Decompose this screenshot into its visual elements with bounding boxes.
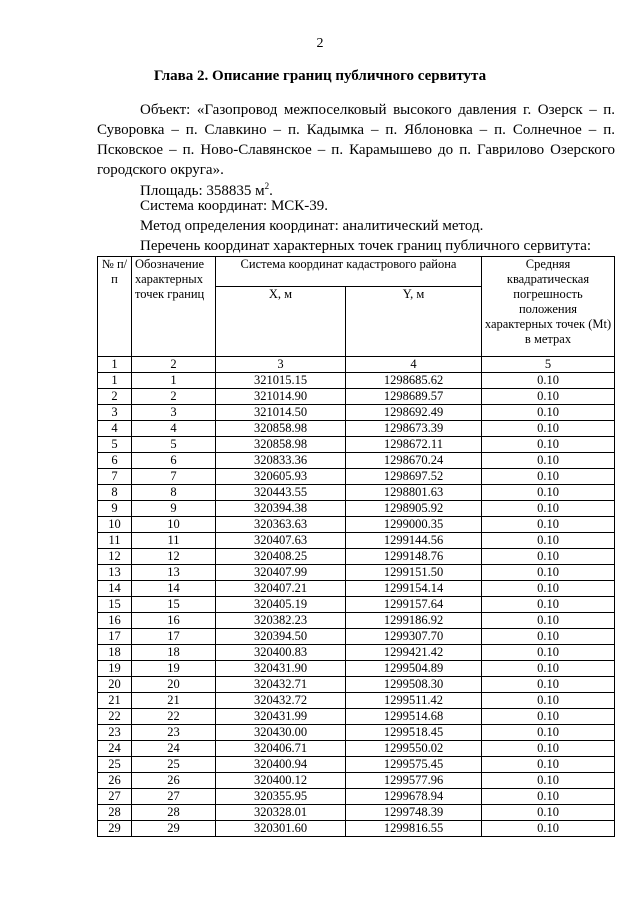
mean-error-cell: 0.10 <box>482 677 615 693</box>
mean-error-cell: 0.10 <box>482 437 615 453</box>
x-coordinate-cell: 320432.72 <box>216 693 346 709</box>
x-coordinate-cell: 321015.15 <box>216 373 346 389</box>
point-number-cell: 8 <box>98 485 132 501</box>
table-row <box>98 613 615 629</box>
x-coordinate-cell: 320833.36 <box>216 453 346 469</box>
mean-error-cell: 0.10 <box>482 661 615 677</box>
point-name-cell: 19 <box>132 661 216 677</box>
column-number: 3 <box>216 357 346 373</box>
point-number-cell: 11 <box>98 533 132 549</box>
mean-error-cell: 0.10 <box>482 517 615 533</box>
mean-error-cell: 0.10 <box>482 629 615 645</box>
chapter-title: Глава 2. Описание границ публичного сервитута <box>153 68 487 84</box>
x-coordinate-cell: 320858.98 <box>216 421 346 437</box>
object-text: «Газопровод межпоселковый высокого давления г. Озерск – п. Суворовка – п. Славкино – п. Кадымка – п. Яблоновка – п. Солнечное – п. Псковское – п. Ново-Славянское – п. Карамышево до п. Гаврилово Озерского городского округа». <box>97 102 616 178</box>
point-name-cell: 17 <box>132 629 216 645</box>
point-number-cell: 10 <box>98 517 132 533</box>
point-name-cell: 13 <box>132 565 216 581</box>
table-row <box>98 645 615 661</box>
point-number-cell: 17 <box>98 629 132 645</box>
point-name-cell: 16 <box>132 613 216 629</box>
x-coordinate-cell: 320355.95 <box>216 789 346 805</box>
x-coordinate-cell: 320400.83 <box>216 645 346 661</box>
point-name-cell: 10 <box>132 517 216 533</box>
point-name-cell: 20 <box>132 677 216 693</box>
y-coordinate-cell: 1298672.11 <box>346 437 482 453</box>
x-coordinate-cell: 320400.12 <box>216 773 346 789</box>
column-number-row <box>98 357 615 373</box>
table-row <box>98 677 615 693</box>
point-name-cell: 24 <box>132 741 216 757</box>
table-row <box>98 533 615 549</box>
column-number: 5 <box>482 357 615 373</box>
point-number-cell: 23 <box>98 725 132 741</box>
mean-error-cell: 0.10 <box>482 373 615 389</box>
table-row <box>98 661 615 677</box>
point-name-cell: 25 <box>132 757 216 773</box>
point-name-cell: 11 <box>132 533 216 549</box>
y-coordinate-cell: 1298692.49 <box>346 405 482 421</box>
table-row <box>98 597 615 613</box>
header-coordinate-system: Система координат кадастрового района <box>216 257 482 287</box>
coordinates-table <box>97 256 615 837</box>
mean-error-cell: 0.10 <box>482 581 615 597</box>
point-name-cell: 12 <box>132 549 216 565</box>
point-name-cell: 9 <box>132 501 216 517</box>
point-number-cell: 29 <box>98 821 132 837</box>
mean-error-cell: 0.10 <box>482 549 615 565</box>
mean-error-cell: 0.10 <box>482 613 615 629</box>
point-name-cell: 23 <box>132 725 216 741</box>
table-row <box>98 389 615 405</box>
y-coordinate-cell: 1299577.96 <box>346 773 482 789</box>
x-coordinate-cell: 320605.93 <box>216 469 346 485</box>
x-coordinate-cell: 320394.38 <box>216 501 346 517</box>
area-unit-power: 2 <box>264 181 270 191</box>
point-name-cell: 3 <box>132 405 216 421</box>
y-coordinate-cell: 1299678.94 <box>346 789 482 805</box>
point-name-cell: 8 <box>132 485 216 501</box>
y-coordinate-cell: 1299518.45 <box>346 725 482 741</box>
x-coordinate-cell: 320408.25 <box>216 549 346 565</box>
y-coordinate-cell: 1299816.55 <box>346 821 482 837</box>
header-point-name: Обозначение характерных точек границ <box>132 257 216 357</box>
table-row <box>98 421 615 437</box>
x-coordinate-cell: 320430.00 <box>216 725 346 741</box>
mean-error-cell: 0.10 <box>482 469 615 485</box>
point-number-cell: 25 <box>98 757 132 773</box>
mean-error-cell: 0.10 <box>482 501 615 517</box>
mean-error-cell: 0.10 <box>482 693 615 709</box>
point-number-cell: 9 <box>98 501 132 517</box>
y-coordinate-cell: 1299151.50 <box>346 565 482 581</box>
y-coordinate-cell: 1298905.92 <box>346 501 482 517</box>
point-name-cell: 22 <box>132 709 216 725</box>
mean-error-cell: 0.10 <box>482 789 615 805</box>
method-line: Метод определения координат: аналитический метод. <box>140 218 484 234</box>
x-coordinate-cell: 321014.50 <box>216 405 346 421</box>
table-row <box>98 517 615 533</box>
y-coordinate-cell: 1299307.70 <box>346 629 482 645</box>
point-number-cell: 4 <box>98 421 132 437</box>
point-number-cell: 7 <box>98 469 132 485</box>
table-row <box>98 373 615 389</box>
table-row <box>98 693 615 709</box>
y-coordinate-cell: 1299550.02 <box>346 741 482 757</box>
x-coordinate-cell: 320431.99 <box>216 709 346 725</box>
point-number-cell: 14 <box>98 581 132 597</box>
point-name-cell: 21 <box>132 693 216 709</box>
mean-error-cell: 0.10 <box>482 757 615 773</box>
table-row <box>98 725 615 741</box>
point-name-cell: 26 <box>132 773 216 789</box>
table-row <box>98 485 615 501</box>
x-coordinate-cell: 320432.71 <box>216 677 346 693</box>
x-coordinate-cell: 320407.63 <box>216 533 346 549</box>
point-number-cell: 13 <box>98 565 132 581</box>
mean-error-cell: 0.10 <box>482 389 615 405</box>
y-coordinate-cell: 1298697.52 <box>346 469 482 485</box>
table-row <box>98 773 615 789</box>
mean-error-cell: 0.10 <box>482 773 615 789</box>
point-number-cell: 21 <box>98 693 132 709</box>
y-coordinate-cell: 1298689.57 <box>346 389 482 405</box>
header-y: Y, м <box>346 287 482 357</box>
column-number: 1 <box>98 357 132 373</box>
mean-error-cell: 0.10 <box>482 725 615 741</box>
x-coordinate-cell: 320443.55 <box>216 485 346 501</box>
mean-error-cell: 0.10 <box>482 405 615 421</box>
y-coordinate-cell: 1299508.30 <box>346 677 482 693</box>
point-number-cell: 15 <box>98 597 132 613</box>
x-coordinate-cell: 320394.50 <box>216 629 346 645</box>
point-number-cell: 6 <box>98 453 132 469</box>
point-name-cell: 14 <box>132 581 216 597</box>
mean-error-cell: 0.10 <box>482 645 615 661</box>
point-number-cell: 5 <box>98 437 132 453</box>
x-coordinate-cell: 320431.90 <box>216 661 346 677</box>
x-coordinate-cell: 320406.71 <box>216 741 346 757</box>
point-name-cell: 2 <box>132 389 216 405</box>
coordinate-system-line: Система координат: МСК-39. <box>140 198 329 214</box>
mean-error-cell: 0.10 <box>482 533 615 549</box>
x-coordinate-cell: 320328.01 <box>216 805 346 821</box>
table-row <box>98 757 615 773</box>
point-name-cell: 4 <box>132 421 216 437</box>
column-number: 2 <box>132 357 216 373</box>
point-number-cell: 3 <box>98 405 132 421</box>
point-number-cell: 28 <box>98 805 132 821</box>
x-coordinate-cell: 320363.63 <box>216 517 346 533</box>
point-number-cell: 1 <box>98 373 132 389</box>
point-name-cell: 18 <box>132 645 216 661</box>
point-number-cell: 18 <box>98 645 132 661</box>
header-number: № п/п <box>98 257 132 357</box>
point-name-cell: 1 <box>132 373 216 389</box>
mean-error-cell: 0.10 <box>482 805 615 821</box>
point-name-cell: 28 <box>132 805 216 821</box>
table-row <box>98 709 615 725</box>
point-number-cell: 2 <box>98 389 132 405</box>
table-row <box>98 741 615 757</box>
y-coordinate-cell: 1299157.64 <box>346 597 482 613</box>
table-row <box>98 501 615 517</box>
point-name-cell: 15 <box>132 597 216 613</box>
y-coordinate-cell: 1299000.35 <box>346 517 482 533</box>
point-number-cell: 24 <box>98 741 132 757</box>
y-coordinate-cell: 1298685.62 <box>346 373 482 389</box>
table-row <box>98 581 615 597</box>
x-coordinate-cell: 320400.94 <box>216 757 346 773</box>
y-coordinate-cell: 1298670.24 <box>346 453 482 469</box>
object-label: Объект: <box>140 102 191 118</box>
mean-error-cell: 0.10 <box>482 453 615 469</box>
point-name-cell: 27 <box>132 789 216 805</box>
mean-error-cell: 0.10 <box>482 597 615 613</box>
table-row <box>98 549 615 565</box>
point-name-cell: 6 <box>132 453 216 469</box>
list-title: Перечень координат характерных точек границ публичного сервитута: <box>140 238 592 254</box>
mean-error-cell: 0.10 <box>482 565 615 581</box>
y-coordinate-cell: 1298673.39 <box>346 421 482 437</box>
area-label: Площадь: <box>140 183 203 199</box>
y-coordinate-cell: 1299575.45 <box>346 757 482 773</box>
y-coordinate-cell: 1299148.76 <box>346 549 482 565</box>
table-row <box>98 789 615 805</box>
x-coordinate-cell: 321014.90 <box>216 389 346 405</box>
point-number-cell: 27 <box>98 789 132 805</box>
y-coordinate-cell: 1299186.92 <box>346 613 482 629</box>
y-coordinate-cell: 1299154.14 <box>346 581 482 597</box>
table-row <box>98 629 615 645</box>
mean-error-cell: 0.10 <box>482 421 615 437</box>
area-end: . <box>269 183 273 199</box>
x-coordinate-cell: 320858.98 <box>216 437 346 453</box>
table-row <box>98 821 615 837</box>
point-number-cell: 19 <box>98 661 132 677</box>
area-value: 358835 м <box>206 183 265 199</box>
x-coordinate-cell: 320407.21 <box>216 581 346 597</box>
y-coordinate-cell: 1299511.42 <box>346 693 482 709</box>
point-name-cell: 29 <box>132 821 216 837</box>
table-row <box>98 405 615 421</box>
page-number: 2 <box>316 36 324 51</box>
mean-error-cell: 0.10 <box>482 485 615 501</box>
x-coordinate-cell: 320407.99 <box>216 565 346 581</box>
point-number-cell: 20 <box>98 677 132 693</box>
mean-error-cell: 0.10 <box>482 741 615 757</box>
table-row <box>98 805 615 821</box>
point-name-cell: 7 <box>132 469 216 485</box>
x-coordinate-cell: 320301.60 <box>216 821 346 837</box>
y-coordinate-cell: 1299748.39 <box>346 805 482 821</box>
table-row <box>98 453 615 469</box>
column-number: 4 <box>346 357 482 373</box>
point-number-cell: 26 <box>98 773 132 789</box>
table-row <box>98 437 615 453</box>
header-x: X, м <box>216 287 346 357</box>
point-number-cell: 16 <box>98 613 132 629</box>
mean-error-cell: 0.10 <box>482 821 615 837</box>
point-number-cell: 22 <box>98 709 132 725</box>
header-mean-error: Средняя квадратическая погрешность положения характерных точек (Mt) в метрах <box>482 257 615 357</box>
table-row <box>98 565 615 581</box>
point-number-cell: 12 <box>98 549 132 565</box>
x-coordinate-cell: 320405.19 <box>216 597 346 613</box>
mean-error-cell: 0.10 <box>482 709 615 725</box>
y-coordinate-cell: 1299421.42 <box>346 645 482 661</box>
coordinates-table-body <box>98 357 615 837</box>
y-coordinate-cell: 1299144.56 <box>346 533 482 549</box>
x-coordinate-cell: 320382.23 <box>216 613 346 629</box>
object-description <box>97 100 615 180</box>
table-row <box>98 469 615 485</box>
y-coordinate-cell: 1299504.89 <box>346 661 482 677</box>
y-coordinate-cell: 1299514.68 <box>346 709 482 725</box>
y-coordinate-cell: 1298801.63 <box>346 485 482 501</box>
point-name-cell: 5 <box>132 437 216 453</box>
